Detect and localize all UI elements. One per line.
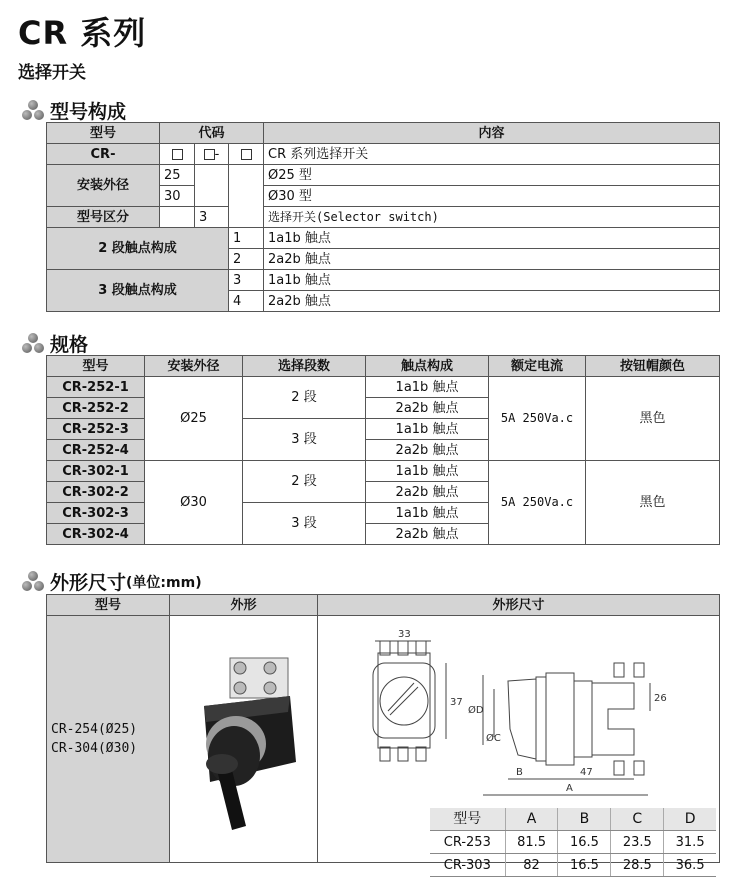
spec-model: CR-302-2 <box>47 482 145 503</box>
spec-contact: 1a1b 触点 <box>366 377 489 398</box>
spec-color: 黑色 <box>586 461 720 545</box>
dim-label: B <box>516 767 523 778</box>
type-code: 3 <box>195 207 229 228</box>
dim-label: A <box>566 783 573 794</box>
contact-code: 2 <box>229 249 264 270</box>
sub-cell: 16.5 <box>558 854 611 877</box>
dims-model-line2: CR-304(Ø30) <box>51 741 138 756</box>
header-model: 型号 <box>47 123 160 144</box>
spec-header: 安装外径 <box>145 356 243 377</box>
spec-diameter: Ø25 <box>145 377 243 461</box>
model-composition-table <box>46 122 720 312</box>
dims-model-line1: CR-254(Ø25) <box>51 722 138 737</box>
header-content: 内容 <box>264 123 720 144</box>
spec-header: 选择段数 <box>243 356 366 377</box>
bullet-dots-icon <box>20 100 46 122</box>
code-box-2: - <box>195 144 229 165</box>
sub-cell: CR-253 <box>430 831 505 854</box>
dims-table <box>46 594 720 873</box>
mount-label: 安装外径 <box>47 165 160 207</box>
sub-header: B <box>558 808 611 831</box>
prefix-cell: CR- <box>47 144 160 165</box>
spec-contact: 2a2b 触点 <box>366 440 489 461</box>
section-spec-title: 规格 <box>50 334 89 356</box>
placeholder-box-icon <box>172 149 183 160</box>
contact-content: 1a1b 触点 <box>264 270 720 291</box>
spec-model: CR-302-4 <box>47 524 145 545</box>
sub-header: D <box>664 808 716 831</box>
contact-code: 1 <box>229 228 264 249</box>
sub-cell: 82 <box>505 854 558 877</box>
spec-table <box>46 355 720 545</box>
dim-label: ØC <box>486 733 501 744</box>
dim-label: ØD <box>468 705 484 716</box>
dim-label: 33 <box>398 629 411 640</box>
section-model-heading <box>20 97 126 124</box>
dimension-drawing-cell <box>318 616 720 873</box>
spec-contact: 2a2b 触点 <box>366 482 489 503</box>
spec-contact: 2a2b 触点 <box>366 524 489 545</box>
sub-cell: 36.5 <box>664 854 716 877</box>
sub-cell: 31.5 <box>664 831 716 854</box>
sub-cell: 16.5 <box>558 831 611 854</box>
spec-stage: 2 段 <box>243 461 366 503</box>
selector-switch-photo <box>170 616 316 856</box>
spec-model: CR-252-3 <box>47 419 145 440</box>
section-model-title: 型号构成 <box>50 101 127 123</box>
spec-stage: 2 段 <box>243 377 366 419</box>
spec-model: CR-302-3 <box>47 503 145 524</box>
section-dims-heading <box>20 568 202 595</box>
group3-label: 3 段触点构成 <box>47 270 229 312</box>
spec-current: 5A 250Va.c <box>489 377 586 461</box>
product-photo-cell <box>170 616 318 863</box>
sub-cell: CR-303 <box>430 854 505 877</box>
bullet-dots-icon <box>20 571 46 593</box>
spec-model: CR-252-1 <box>47 377 145 398</box>
spec-stage: 3 段 <box>243 419 366 461</box>
dims-sub-table <box>430 808 716 877</box>
type-label: 型号区分 <box>47 207 160 228</box>
spec-header: 额定电流 <box>489 356 586 377</box>
sub-cell: 23.5 <box>611 831 664 854</box>
mount-code: 30 <box>160 186 195 207</box>
section-spec-heading <box>20 330 88 357</box>
dims-header: 外形尺寸 <box>318 595 720 616</box>
spec-model: CR-252-4 <box>47 440 145 461</box>
dims-header: 外形 <box>170 595 318 616</box>
group2-label: 2 段触点构成 <box>47 228 229 270</box>
prefix-content: CR 系列选择开关 <box>264 144 720 165</box>
contact-code: 3 <box>229 270 264 291</box>
contact-content: 1a1b 触点 <box>264 228 720 249</box>
sub-header: C <box>611 808 664 831</box>
sub-cell: 28.5 <box>611 854 664 877</box>
code-box-3 <box>229 144 264 165</box>
spec-contact: 1a1b 触点 <box>366 419 489 440</box>
section-dims-unit: (单位:mm) <box>126 574 202 591</box>
page-title: CR 系列 <box>18 14 147 52</box>
spec-contact: 2a2b 触点 <box>366 398 489 419</box>
spec-current: 5A 250Va.c <box>489 461 586 545</box>
spec-diameter: Ø30 <box>145 461 243 545</box>
page-subtitle: 选择开关 <box>18 63 86 83</box>
mount-content: Ø25 型 <box>264 165 720 186</box>
type-content: 选择开关(Selector switch) <box>264 207 720 228</box>
mount-code: 25 <box>160 165 195 186</box>
dim-label: 47 <box>580 767 593 778</box>
spec-contact: 1a1b 触点 <box>366 503 489 524</box>
sub-header: A <box>505 808 558 831</box>
placeholder-box-icon <box>241 149 252 160</box>
spec-model: CR-302-1 <box>47 461 145 482</box>
mount-content: Ø30 型 <box>264 186 720 207</box>
sub-header: 型号 <box>430 808 505 831</box>
dim-label: 26 <box>654 693 667 704</box>
dims-model-cell <box>47 616 170 863</box>
spec-color: 黑色 <box>586 377 720 461</box>
spec-header: 触点构成 <box>366 356 489 377</box>
code-box-1 <box>160 144 195 165</box>
contact-content: 2a2b 触点 <box>264 249 720 270</box>
dims-header: 型号 <box>47 595 170 616</box>
dim-label: 37 <box>450 697 463 708</box>
spec-stage: 3 段 <box>243 503 366 545</box>
sub-cell: 81.5 <box>505 831 558 854</box>
spec-header: 按钮帽颜色 <box>586 356 720 377</box>
contact-content: 2a2b 触点 <box>264 291 720 312</box>
placeholder-box-icon <box>204 149 215 160</box>
spec-header: 型号 <box>47 356 145 377</box>
bullet-dots-icon <box>20 333 46 355</box>
header-code: 代码 <box>160 123 264 144</box>
section-dims-title: 外形尺寸 <box>50 572 127 594</box>
spec-contact: 1a1b 触点 <box>366 461 489 482</box>
spec-model: CR-252-2 <box>47 398 145 419</box>
contact-code: 4 <box>229 291 264 312</box>
